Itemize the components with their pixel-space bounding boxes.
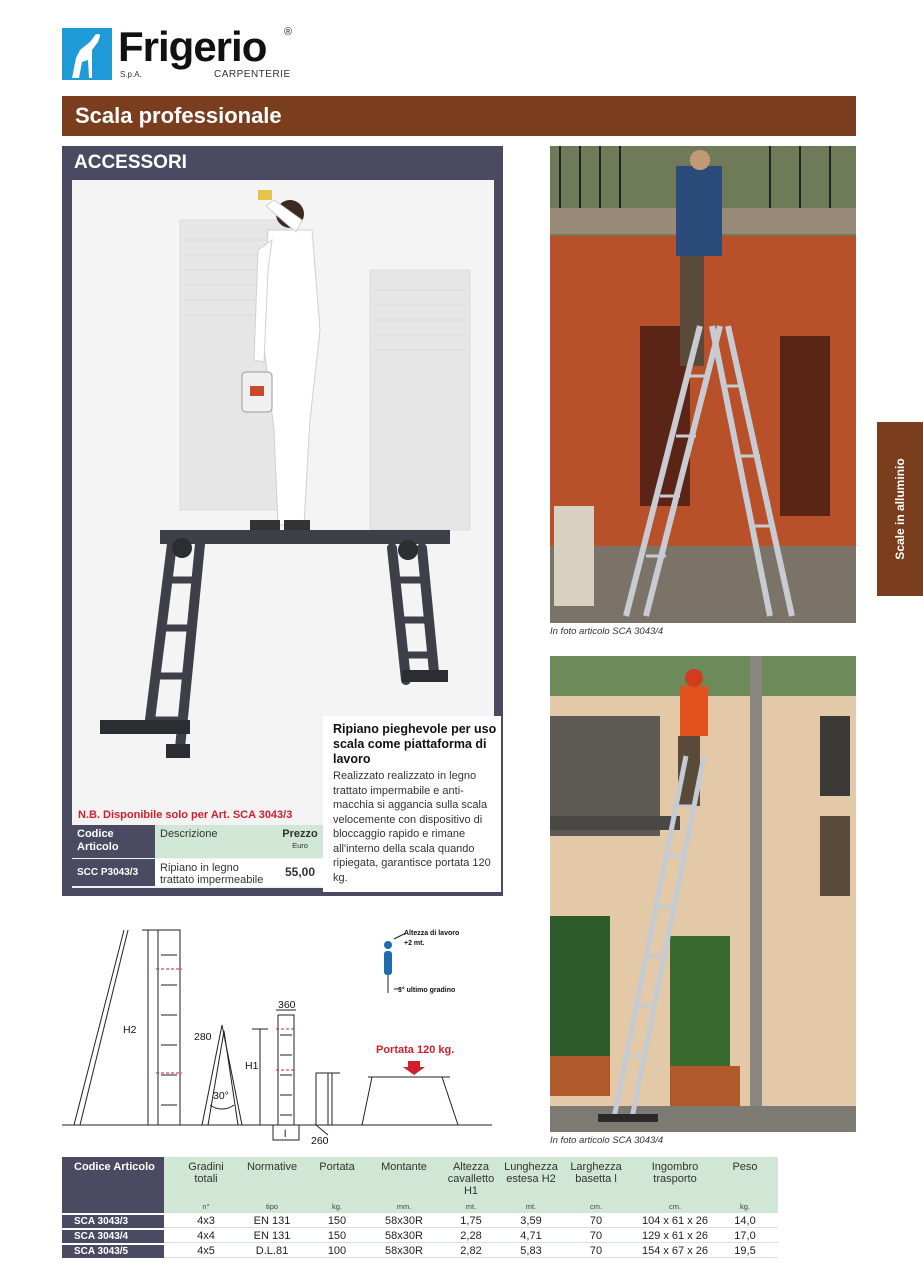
side-tab-label: Scale in alluminio (893, 458, 907, 560)
col-altezza: Altezza cavalletto H1 (447, 1161, 495, 1197)
accessori-title: ACCESSORI (74, 152, 187, 173)
table-cell: 150 (327, 1215, 347, 1227)
table-cell: 4,71 (520, 1230, 542, 1242)
table-cell: 58x30R (385, 1230, 423, 1242)
table-cell: 2,82 (460, 1245, 482, 1257)
logo-registered: ® (284, 26, 293, 38)
unit-altezza: mt. (465, 1202, 477, 1211)
label-360: 360 (278, 999, 296, 1011)
spec-table-code-header: Codice Articolo (62, 1157, 164, 1213)
table-cell: 5,83 (520, 1245, 542, 1257)
logo-wordmark: Frigerio (118, 23, 267, 70)
acc-row-code: SCC P3043/3 (72, 859, 155, 886)
table-cell: EN 131 (253, 1215, 291, 1227)
col-peso: Peso (732, 1161, 758, 1173)
table-cell: 3,59 (520, 1215, 542, 1227)
col-gradini: Gradini totali (188, 1161, 224, 1185)
table-cell: 58x30R (385, 1215, 423, 1227)
table-cell: 58x30R (385, 1245, 423, 1257)
photo2-caption: In foto articolo SCA 3043/4 (550, 1135, 664, 1146)
table-cell: 4x5 (197, 1245, 215, 1257)
unit-lunghezza: mt. (525, 1202, 537, 1211)
col-normative: Normative (246, 1161, 298, 1173)
table-row-code: SCA 3043/4 (62, 1230, 164, 1243)
col-larghezza: Larghezza basetta l (570, 1161, 622, 1185)
table-cell: 70 (589, 1245, 603, 1257)
logo-giraffe-icon (62, 28, 112, 80)
col-montante: Montante (381, 1161, 427, 1173)
table-cell: 19,5 (734, 1245, 756, 1257)
table-cell: 154 x 67 x 26 (641, 1245, 709, 1257)
acc-price-label: Prezzo (282, 828, 318, 840)
photo-ladder-wall (550, 656, 856, 1132)
table-cell: 150 (327, 1230, 347, 1242)
ripiano-heading: Ripiano pieghevole per uso scala come piattaforma di lavoro (333, 722, 497, 766)
unit-peso: kg. (739, 1202, 750, 1211)
col-portata: Portata (319, 1161, 355, 1173)
photo1-caption: In foto articolo SCA 3043/4 (550, 626, 664, 637)
label-portata: Portata 120 kg. (376, 1044, 455, 1056)
logo-carpenterie: CARPENTERIE (214, 69, 291, 80)
ladder-dimension-diagrams (62, 925, 492, 1150)
availability-note: N.B. Disponibile solo per Art. SCA 3043/3 (78, 809, 293, 821)
unit-gradini: n° (202, 1202, 210, 1211)
label-work-plus: +2 mt. (404, 940, 425, 947)
table-cell: D.L.81 (255, 1245, 289, 1257)
ripiano-description (323, 716, 501, 892)
page-title: Scala professionale (75, 103, 282, 128)
label-280: 280 (194, 1031, 212, 1043)
label-l: l (284, 1128, 287, 1140)
unit-ingombro: cm. (668, 1202, 682, 1211)
col-ingombro: Ingombro trasporto (651, 1161, 699, 1185)
table-cell: 4x4 (197, 1230, 215, 1242)
acc-table-header-code: Codice Articolo (72, 825, 155, 858)
table-row-code: SCA 3043/5 (62, 1245, 164, 1258)
table-cell: 4x3 (197, 1215, 215, 1227)
ripiano-body: Realizzato realizzato in legno trattato impermabile e anti-macchia si aggancia sulla scala velocemente con dispositivo di bloccaggio rapido e rimane all'interno della scala quando ripiegata, garantisce portata 120 kg. (333, 770, 491, 884)
acc-table-header-desc: Descrizione (155, 825, 277, 858)
acc-row-desc: Ripiano in legno trattato impermeabile (155, 859, 277, 886)
table-cell: EN 131 (253, 1230, 291, 1242)
table-cell: 70 (589, 1230, 603, 1242)
unit-portata: kg. (331, 1202, 342, 1211)
unit-normative: tipo (265, 1202, 279, 1211)
unit-montante: mm. (396, 1202, 412, 1211)
acc-table-header-price (277, 825, 323, 858)
label-angle: 30° (213, 1090, 229, 1102)
label-work-height: Altezza di lavoro (404, 930, 460, 937)
unit-larghezza: cm. (589, 1202, 603, 1211)
table-cell: 104 x 61 x 26 (641, 1215, 709, 1227)
logo-spa: S.p.A. (120, 70, 142, 79)
table-cell: 100 (327, 1245, 347, 1257)
table-cell: 17,0 (734, 1230, 756, 1242)
col-lunghezza: Lunghezza estesa H2 (504, 1161, 558, 1185)
label-h2: H2 (123, 1024, 137, 1036)
photo-ladder-balcony (550, 146, 856, 623)
table-cell: 129 x 61 x 26 (641, 1230, 709, 1242)
label-h1: H1 (245, 1060, 259, 1072)
table-row-code: SCA 3043/3 (62, 1215, 164, 1228)
acc-row-price: 55,00 (277, 859, 323, 886)
table-cell: 14,0 (734, 1215, 756, 1227)
label-260: 260 (311, 1135, 329, 1147)
table-cell: 70 (589, 1215, 603, 1227)
table-cell: 2,28 (460, 1230, 482, 1242)
label-third-step: 3° ultimo gradino (398, 987, 456, 994)
table-cell: 1,75 (460, 1215, 482, 1227)
acc-price-unit: Euro (292, 841, 308, 850)
